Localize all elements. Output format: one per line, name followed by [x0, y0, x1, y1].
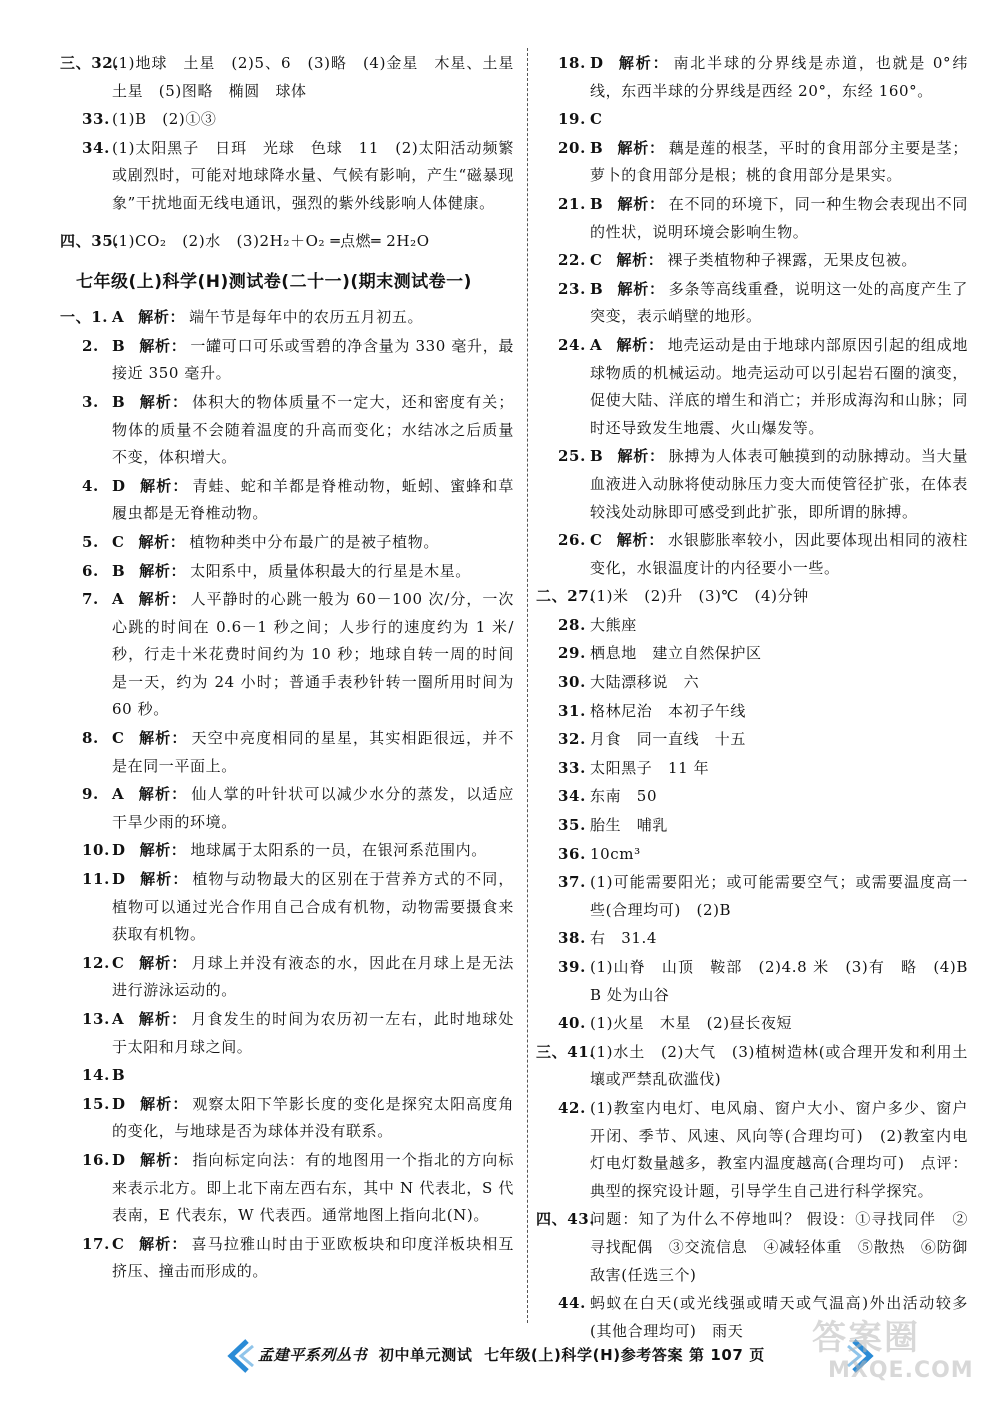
answer-body [112, 473, 514, 528]
answer-body [590, 1039, 968, 1094]
answer-body [112, 781, 514, 836]
answer-item [60, 50, 530, 105]
answer-choice: B [590, 138, 604, 157]
question-number: 四、43. [536, 1210, 596, 1229]
answer-body [590, 612, 968, 640]
answer-text: (1)CO₂ (2)水 (3)2H₂＋O₂ ═点燃═ 2H₂O [112, 231, 430, 250]
answer-text: 10cm³ [590, 844, 641, 863]
answer-text: (1)山脊 山顶 鞍部 (2)4.8 米 (3)有 略 (4)B B 处为山谷 [590, 958, 984, 1004]
answer-item [558, 612, 968, 640]
answer-choice: A [112, 308, 125, 327]
answer-body [590, 640, 968, 668]
answer-body [590, 925, 968, 953]
question-number: 26. [558, 531, 586, 550]
question-number: 17. [82, 1234, 110, 1253]
answer-choice: B [112, 561, 126, 580]
answer-choice: A [112, 1010, 125, 1028]
question-number: 6. [82, 561, 99, 580]
analysis-label: 解析： [617, 279, 665, 298]
question-number: 22. [558, 251, 586, 270]
question-number: 37. [558, 873, 586, 892]
question-number: 16. [82, 1150, 110, 1169]
answer-body [112, 389, 514, 472]
analysis-label: 解析： [138, 785, 188, 804]
answer-item [558, 755, 968, 783]
answer-item [82, 866, 514, 949]
answer-text: 大陆漂移说 六 [590, 673, 700, 692]
analysis-label: 解析： [617, 194, 665, 213]
answer-item [558, 1010, 968, 1038]
answer-body [112, 558, 514, 586]
answer-text: 月食发生的时间为农历初一左右，此时地球处于太阳和月球之间。 [112, 1010, 514, 1056]
question-number: 35. [558, 816, 586, 835]
answer-body [590, 783, 968, 811]
answer-body [590, 869, 968, 924]
answer-item [82, 1147, 514, 1230]
question-number: 10. [82, 841, 110, 860]
question-number: 24. [558, 335, 586, 354]
answer-text: 植物种类中分布最广的是被子植物。 [189, 532, 439, 551]
answer-text: (1)B (2)①③ [112, 110, 217, 129]
answer-text: 天空中亮度相同的星星，其实相距很远，并不是在同一平面上。 [112, 729, 514, 775]
answer-text: 水银膨胀率较小，因此要体现出相同的液柱变化，水银温度计的内径要小一些。 [590, 531, 968, 577]
answer-text: 东南 50 [590, 787, 658, 806]
question-number: 20. [558, 138, 586, 157]
analysis-label: 解析： [139, 561, 187, 580]
right-answer-list [536, 50, 984, 1345]
answer-body [112, 837, 514, 865]
answer-body [112, 106, 514, 134]
watermark-url: MXQE.COM [828, 1358, 974, 1383]
answer-body [590, 276, 968, 331]
answer-choice: B [590, 279, 604, 298]
question-number: 34. [558, 787, 586, 806]
answer-body [590, 106, 968, 134]
answer-body [112, 586, 514, 724]
answer-text: (1)太阳黑子 日珥 光球 色球 11 (2)太阳活动频繁或剧烈时，可能对地球降水量、气候有影响，产生“磁暴现象”干扰地面无线电通讯，强烈的紫外线影响人体健康。 [112, 138, 514, 212]
answer-item [82, 1006, 514, 1061]
watermark-title: 答案圈 [812, 1318, 920, 1358]
analysis-label: 解析： [138, 953, 188, 972]
answer-item [558, 443, 968, 526]
question-number: 29. [558, 644, 586, 663]
answer-body [112, 1091, 514, 1146]
answer-body [590, 247, 968, 275]
answer-text: 脉搏为人体表可触摸到的动脉搏动。当大量血液进入动脉将使动脉压力变大而使管径扩张，在体表较浅处动脉即可感受到此扩张，即所谓的脉搏。 [590, 447, 968, 521]
question-number: 四、35. [60, 231, 120, 250]
answer-choice: B [112, 392, 126, 411]
column-divider [527, 48, 528, 1323]
answer-text: 裸子类植物种子裸露，无果皮包被。 [667, 251, 917, 270]
answer-text: 栖息地 建立自然保护区 [590, 644, 762, 663]
question-number: 40. [558, 1014, 586, 1033]
answer-body [590, 755, 968, 783]
answer-item [558, 247, 968, 275]
answer-text: (1)水土 (2)大气 (3)植树造林(或合理开发和利用土壤或严禁乱砍滥伐) [590, 1042, 968, 1089]
answer-body [590, 698, 968, 726]
question-number: 14. [82, 1066, 110, 1085]
question-number: 33. [82, 110, 110, 129]
answer-body [590, 669, 968, 697]
footer-book: 初中单元测试 [378, 1346, 473, 1364]
answer-choice: C [590, 110, 603, 129]
analysis-label: 解析： [616, 531, 665, 550]
answer-text: 藕是莲的根茎，平时的食用部分主要是茎；萝卜的食用部分是根；桃的食用部分是果实。 [590, 138, 968, 185]
question-number: 21. [558, 194, 586, 213]
question-number: 32. [558, 730, 586, 749]
answer-choice: C [112, 729, 125, 748]
left-column [60, 50, 530, 1287]
answer-item [82, 106, 514, 134]
question-number: 15. [82, 1094, 110, 1113]
analysis-label: 解析： [139, 1150, 189, 1169]
answer-item [558, 812, 968, 840]
answer-text: 右 31.4 [590, 929, 657, 948]
question-number: 39. [558, 958, 586, 976]
answer-choice: C [590, 531, 603, 550]
answer-item [558, 925, 968, 953]
answer-text: (1)米 (2)升 (3)℃ (4)分钟 [590, 587, 809, 606]
question-number: 2. [82, 336, 99, 355]
question-number: 36. [558, 844, 586, 863]
answer-item [60, 228, 514, 256]
answer-item [82, 725, 514, 780]
answer-item [558, 1095, 968, 1205]
question-number: 30. [558, 673, 586, 692]
answer-choice: B [112, 1066, 126, 1085]
answer-text: 太阳黑子 11 年 [590, 758, 710, 777]
answer-body [590, 954, 984, 1009]
answer-item [82, 1231, 514, 1286]
question-number: 44. [558, 1294, 586, 1313]
question-number: 25. [558, 447, 586, 466]
analysis-label: 解析： [138, 308, 186, 327]
answer-item [558, 135, 968, 190]
answer-choice: D [112, 1150, 126, 1169]
question-number: 12. [82, 953, 110, 972]
right-column [536, 50, 984, 1346]
answer-item [60, 304, 514, 332]
answer-item [558, 841, 968, 869]
answer-choice: C [112, 1234, 125, 1253]
answer-choice: B [112, 336, 126, 355]
answer-choice: D [112, 476, 126, 495]
answer-text: 一罐可口可乐或雪碧的净含量为 330 毫升，最接近 350 毫升。 [112, 336, 514, 383]
question-number: 4. [82, 476, 99, 495]
question-number: 23. [558, 279, 586, 298]
answer-choice: A [112, 590, 125, 609]
answer-text: 观察太阳下竿影长度的变化是探究太阳高度角的变化，与地球是否为球体并没有联系。 [112, 1094, 514, 1141]
footer-page: 第 107 页 [688, 1346, 765, 1364]
answer-text: 植物与动物最大的区别在于营养方式的不同，植物可以通过光合作用自己合成有机物，动物需要摄食来获取有机物。 [112, 870, 514, 944]
answer-body [112, 1147, 514, 1230]
answer-item [536, 583, 968, 611]
answer-text: 青蛙、蛇和羊都是脊椎动物，蚯蚓、蜜蜂和草履虫都是无脊椎动物。 [112, 476, 514, 523]
answer-text: (1)火星 木星 (2)昼长夜短 [590, 1014, 793, 1033]
answer-item [536, 1039, 968, 1094]
answer-text: 指向标定向法：有的地图用一个指北的方向标来表示北方。即上北下南左西右东，其中 N 代表北，S 代表南，E 代表东，W 代表西。通常地图上指向北(N)。 [112, 1150, 514, 1225]
question-number: 38. [558, 929, 586, 948]
answer-body [590, 583, 968, 611]
analysis-label: 解析： [138, 1234, 188, 1253]
answer-body [112, 529, 514, 557]
answer-item [558, 106, 968, 134]
answer-choice: D [112, 841, 126, 860]
answer-item [558, 50, 968, 105]
answer-text: 大熊座 [590, 615, 637, 634]
answer-text: 体积大的物体质量不一定大，还和密度有关；物体的质量不会随着温度的升高而变化；水结冰之后质量不变，体积增大。 [112, 392, 514, 467]
answer-body [590, 1095, 968, 1205]
analysis-label: 解析： [138, 532, 186, 551]
answer-choice: A [590, 335, 603, 354]
answer-text: 多条等高线重叠，说明这一处的高度产生了突变，表示峭壁的地形。 [590, 279, 968, 326]
question-number: 一、1. [60, 308, 109, 327]
answer-text: 南北半球的分界线是赤道，也就是 0°纬线，东西半球的分界线是西经 20°，东经 160°。 [590, 54, 968, 100]
answer-item [558, 332, 968, 442]
answer-item [82, 333, 514, 388]
answer-text: 在不同的环境下，同一种生物会表现出不同的性状，说明环境会影响生物。 [590, 194, 968, 241]
answer-text: (1)地球 土星 (2)5、6 (3)略 (4)金星 木星、土星 土星 (5)图略 椭圆 球体 [112, 54, 530, 100]
answer-text: 蚂蚁在白天(或光线强或晴天或气温高)外出活动较多(其他合理均可) 雨天 [590, 1294, 968, 1340]
question-number: 9. [82, 785, 99, 804]
answer-body [112, 866, 514, 949]
answer-text: 地球属于太阳系的一员，在银河系范围内。 [190, 841, 487, 860]
question-number: 42. [558, 1098, 586, 1117]
question-number: 二、27. [536, 587, 596, 606]
answer-body [112, 333, 514, 388]
chevron-left-icon[interactable] [225, 1338, 255, 1374]
answer-choice: C [112, 953, 125, 972]
answer-text: 喜马拉雅山时由于亚欧板块和印度洋板块相互挤压、撞击而形成的。 [112, 1234, 514, 1281]
answer-text: 人平静时的心跳一般为 60－100 次/分，一次心跳的时间在 0.6－1 秒之间；人步行的速度约为 1 米/秒，行走十米花费时间约为 10 秒；地球自转一周的时间是一天，约为 24 小时；普通手表秒针转一圈所用时间为 60 秒。 [112, 590, 514, 719]
answer-item [82, 1091, 514, 1146]
answer-text: (1)教室内电灯、电风扇、窗户大小、窗户多少、窗户开闭、季节、风速、风向等(合理均可) (2)教室内电灯电灯数量越多，教室内温度越高(合理均可) 点评：典型的探究设计题，引导学生自己进行科学探究。 [590, 1098, 968, 1200]
analysis-label: 解析： [617, 54, 670, 72]
answer-choice: C [590, 251, 603, 270]
question-number: 三、32. [60, 54, 120, 72]
left-answer-list [60, 304, 514, 1286]
question-number: 13. [82, 1010, 110, 1028]
analysis-label: 解析： [617, 138, 665, 157]
answer-item [82, 781, 514, 836]
question-number: 11. [82, 870, 110, 889]
footer-series: 孟建平系列丛书 [258, 1346, 368, 1364]
answer-body [590, 841, 968, 869]
answer-body [590, 443, 968, 526]
answer-choice: D [112, 870, 126, 889]
answer-item [558, 954, 984, 1009]
answer-item [82, 1062, 514, 1090]
answer-item [82, 950, 514, 1005]
answer-body [590, 1206, 968, 1289]
analysis-label: 解析： [139, 870, 189, 889]
analysis-label: 解析： [138, 1010, 188, 1028]
footer-subject: 七年级(上)科学(H)参考答案 [484, 1346, 684, 1364]
analysis-label: 解析： [616, 335, 664, 354]
answer-item [82, 135, 514, 218]
answer-text: 问题：知了为什么不停地叫？ 假设：①寻找同伴 ②寻找配偶 ③交流信息 ④减轻体重 ⑤散热 ⑥防御敌害(任选三个) [590, 1210, 968, 1284]
answer-body [590, 812, 968, 840]
answer-body [112, 135, 514, 218]
question-number: 19. [558, 110, 586, 129]
answer-item [558, 527, 968, 582]
section-title: 七年级(上)科学(H)测试卷(二十一)(期末测试卷一) [76, 272, 472, 293]
answer-text: 月食 同一直线 十五 [590, 730, 747, 749]
question-number: 31. [558, 701, 586, 720]
answer-body [112, 304, 514, 332]
analysis-label: 解析： [139, 336, 187, 355]
answer-item [82, 389, 514, 472]
question-number: 7. [82, 590, 99, 609]
question-number: 5. [82, 532, 99, 551]
answer-item [558, 276, 968, 331]
analysis-label: 解析： [139, 392, 189, 411]
question-number: 18. [558, 54, 586, 72]
question-number: 34. [82, 138, 110, 157]
answer-choice: A [112, 785, 125, 804]
answer-item [82, 529, 514, 557]
answer-body [590, 527, 968, 582]
answer-item [558, 640, 968, 668]
answer-text: 端午节是每年中的农历五月初五。 [189, 308, 424, 327]
answer-body [590, 332, 968, 442]
analysis-label: 解析： [138, 590, 187, 609]
left-top-answers [60, 50, 530, 255]
answer-body [590, 191, 968, 246]
answer-choice: B [590, 194, 604, 213]
analysis-label: 解析： [139, 841, 187, 860]
answer-item [558, 669, 968, 697]
answer-body [112, 950, 514, 1005]
answer-body [112, 1006, 514, 1061]
answer-body [590, 1010, 968, 1038]
answer-item [558, 698, 968, 726]
answer-choice: B [590, 447, 604, 466]
answer-item [558, 783, 968, 811]
answer-item [536, 1206, 968, 1289]
answer-choice: D [112, 1094, 126, 1113]
answer-text: 月球上并没有液态的水，因此在月球上是无法进行游泳运动的。 [112, 953, 514, 1000]
analysis-label: 解析： [139, 476, 189, 495]
watermark-logo [806, 1310, 986, 1390]
answer-body [590, 726, 968, 754]
answer-text: (1)可能需要阳光；或可能需要空气；或需要温度高一些(合理均可) (2)B [590, 873, 968, 919]
answer-choice: C [112, 532, 125, 551]
answer-text: 太阳系中，质量体积最大的行星是木星。 [190, 561, 471, 580]
answer-item [558, 869, 968, 924]
answer-item [82, 837, 514, 865]
answer-choice: D [590, 54, 604, 72]
analysis-label: 解析： [616, 251, 664, 270]
answer-body [590, 50, 968, 105]
analysis-label: 解析： [139, 1094, 189, 1113]
answer-text: 仙人掌的叶针状可以减少水分的蒸发，以适应干旱少雨的环境。 [112, 785, 514, 831]
answer-item [82, 586, 514, 724]
answer-item [558, 726, 968, 754]
question-number: 3. [82, 392, 99, 411]
answer-body [112, 228, 514, 256]
answer-body [112, 725, 514, 780]
answer-body [590, 135, 968, 190]
question-number: 三、41. [536, 1042, 596, 1061]
answer-body [112, 1231, 514, 1286]
answer-text: 地壳运动是由于地球内部原因引起的组成地球物质的机械运动。地壳运动可以引起岩石圈的演变，促使大陆、洋底的增生和消亡；并形成海沟和山脉；同时还导致发生地震、火山爆发等。 [590, 335, 968, 437]
question-number: 28. [558, 615, 586, 634]
analysis-label: 解析： [617, 447, 665, 466]
answer-text: 格林尼治 本初子午线 [590, 701, 747, 720]
answer-item [82, 473, 514, 528]
answer-body [112, 1062, 514, 1090]
question-number: 8. [82, 729, 99, 748]
answer-body [112, 50, 530, 105]
answer-item [82, 558, 514, 586]
answer-item [558, 191, 968, 246]
analysis-label: 解析： [138, 729, 188, 748]
footer-text [258, 1344, 765, 1365]
question-number: 33. [558, 758, 586, 777]
answer-text: 胎生 哺乳 [590, 816, 669, 835]
